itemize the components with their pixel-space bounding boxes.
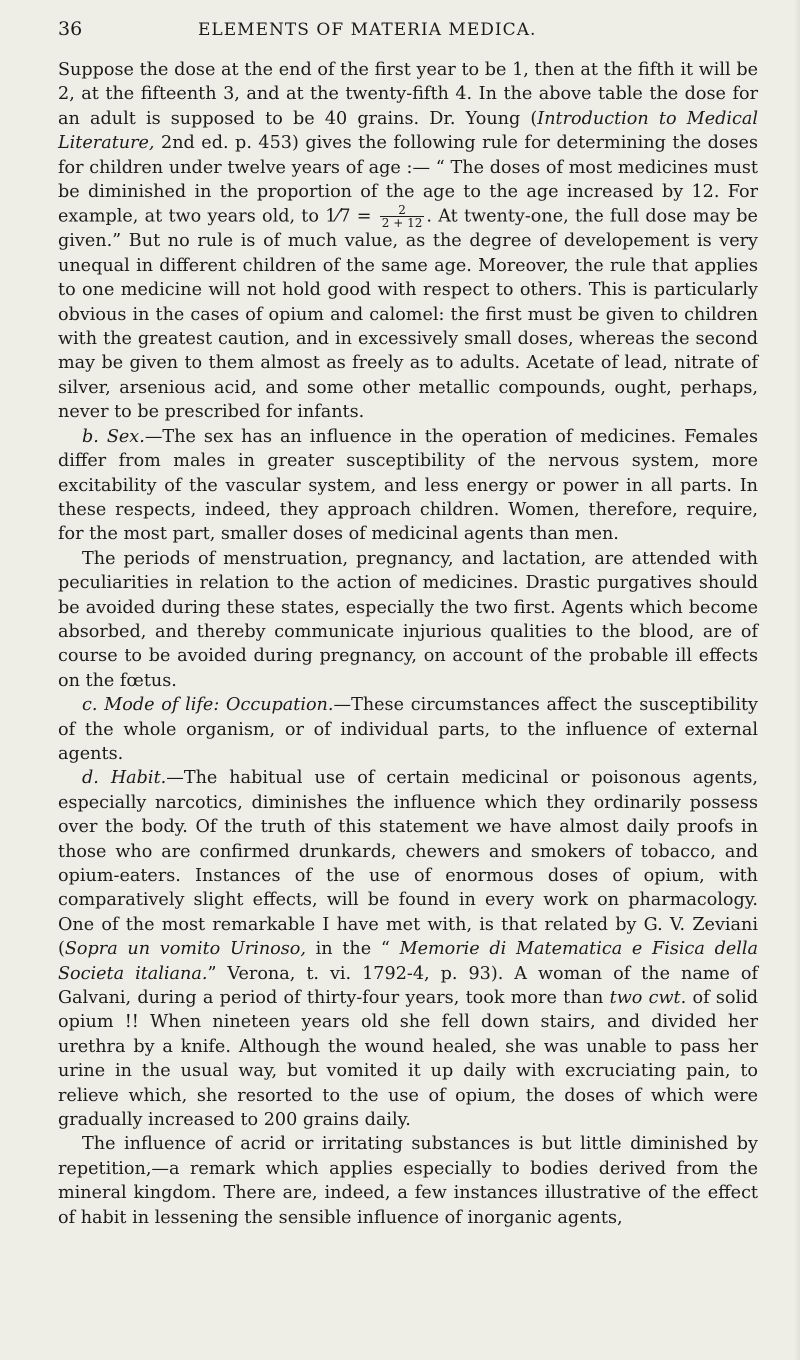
running-head: [58, 18, 758, 40]
paragraph-sex: b. Sex.—The sex has an influence in the operation of medicines. Females differ from males in greater susceptibility of the nervous system, more excitability of the vascular system, and less energy or power in all parts. In these respects, indeed, they approach children. Women, therefore, require, for the most part, smaller doses of medicinal agents than men.: [58, 426, 758, 545]
paragraph-acrid-substances: The influence of acrid or irritating substances is but little diminished by repetition,—a remark which applies especially to bodies derived from the mineral kingdom. There are, indeed, a few instances illustrative of the effect of habit in lessening the sensible influence of inorganic agents,: [58, 1134, 758, 1228]
body-text: [58, 58, 758, 1230]
paragraph-dose-rule: Suppose the dose at the end of the first year to be 1, then at the fifth it will be 2, at the fifteenth 3, and at the twenty-fifth 4. In the above table the dose for an adult is supposed to be 40 grains. Dr. Young (Introduction to Medical Literature, 2nd ed. p. 453) gives the following rule for determining the doses for children under twelve years of age :— “ The doses of most medicines must be diminished in the proportion of the age to the age increased by 12. For example, at two years old, to 1⁄7 = $\frac{2}{2 + 12}$ . At twenty-one, the full dose may be given.” But no rule is of much value, as the degree of developement is very unequal in different children of the same age. Moreover, the rule that applies to one medicine will not hold good with respect to others. This is particularly obvious in the cases of opium and calomel: the first must be given to children with the greatest caution, and in excessively small doses, whereas the second may be given to them almost as freely as to adults. Acetate of lead, nitrate of silver, arsenious acid, and some other metallic compounds, ought, perhaps, never to be prescribed for infants.: [58, 60, 758, 423]
section-heading-habit: d. Habit.: [82, 768, 167, 789]
paragraph-habit: d. Habit.—The habitual use of certain medicinal or poisonous agents, especially narcotics, diminishes the influence which they ordinarily possess over the body. Of the truth of this statement we have almost daily proofs in those who are confirmed drunkards, chewers and smokers of tobacco, and opium-eaters. Instances of the use of enormous doses of opium, with comparatively slight effects, will be found in every work on pharmacology. One of the most remarkable I have met with, is that related by G. V. Zeviani (Sopra un vomito Urinoso, in the “ Memorie di Matematica e Fisica della Societa italiana.” Verona, t. vi. 1792-4, p. 93). A woman of the name of Galvani, during a period of thirty-four years, took more than two cwt. of solid opium !! When nineteen years old she fell down stairs, and divided her urethra by a knife. Although the wound healed, she was unable to pass her urine in the usual way, but vomited it up daily with excruciating pain, to relieve which, she resorted to the use of opium, the doses of which were gradually increased to 200 grains daily.: [58, 768, 758, 1131]
fraction-age-formula: $\frac{2}{2 + 12}$: [381, 203, 423, 231]
section-heading-sex: b. Sex.: [82, 426, 145, 447]
fraction-one-seventh: 1⁄7: [325, 206, 351, 227]
paragraph-menstruation: The periods of menstruation, pregnancy, and lactation, are attended with peculiarities in relation to the action of medicines. Drastic purgatives should be avoided during these states, especially the two first. Agents which become absorbed, and thereby communicate injurious qualities to the blood, are of course to be avoided during pregnancy, on account of the probable ill effects on the fœtus.: [58, 548, 758, 691]
section-heading-mode-of-life: c. Mode of life: Occupation.: [82, 695, 334, 716]
running-title: ELEMENTS OF MATERIA MEDICA.: [198, 20, 537, 40]
paragraph-mode-of-life: c. Mode of life: Occupation.—These circumstances affect the susceptibility of the whole organism, or of individual parts, to the influence of external agents.: [58, 695, 758, 764]
page-number: 36: [58, 18, 83, 40]
